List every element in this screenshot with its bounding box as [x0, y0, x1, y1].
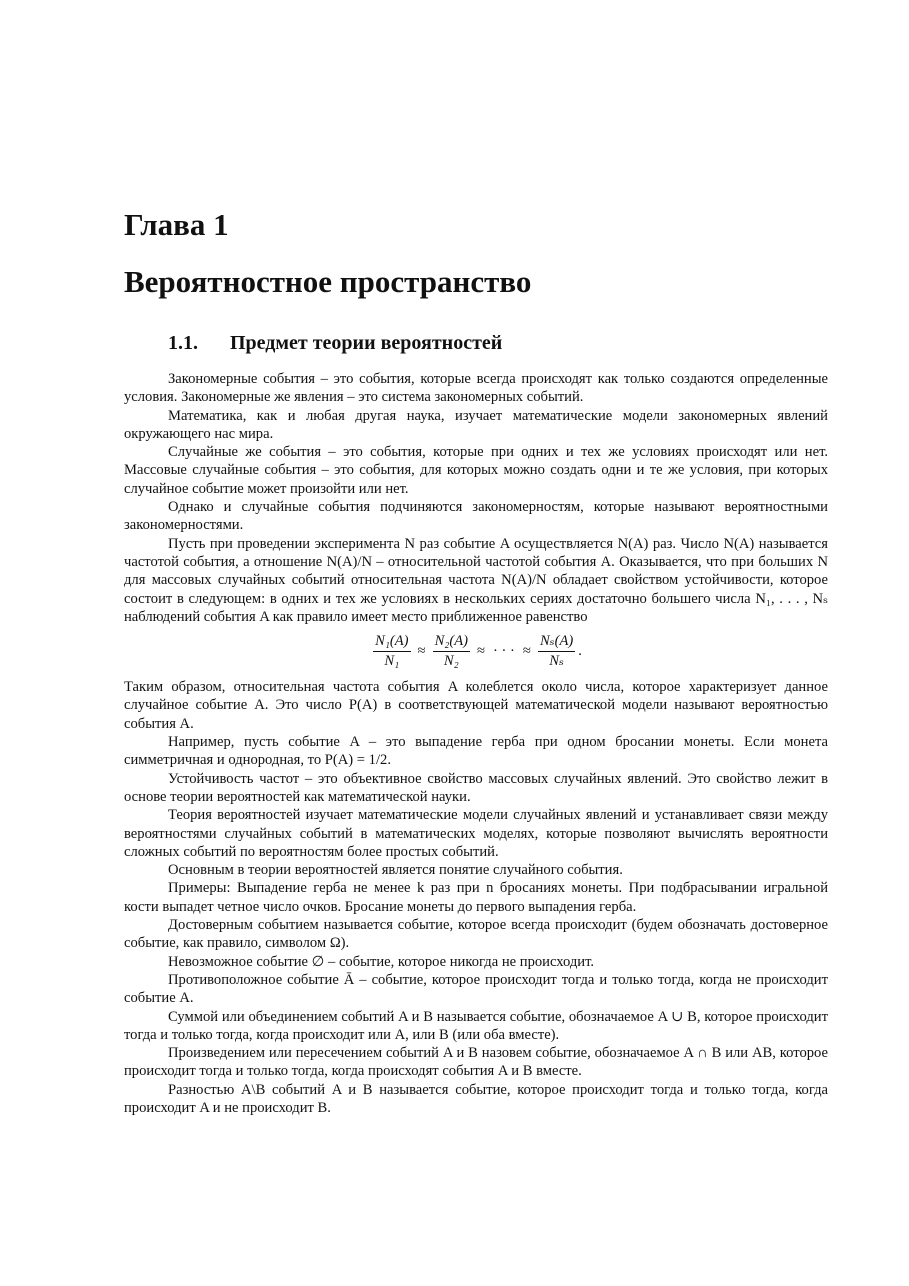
- approx-sign: ≈: [417, 642, 426, 659]
- paragraph: Произведением или пересечением событий A и B назовем событие, обозначаемое A ∩ B или AB, которое происходит тогда и только тогда, когда происходят события A и B вместе.: [124, 1045, 828, 1080]
- paragraph: Достоверным событием называется событие, которое всегда происходит (будем обозначать достоверное событие, как правило, символом Ω).: [124, 917, 828, 952]
- paragraph: Примеры: Выпадение герба не менее k раз при n бросаниях монеты. При подбрасывании игральной кости выпадет четное число очков. Бросание монеты до первого выпадения герба.: [124, 880, 828, 915]
- approx-sign: ≈: [477, 642, 486, 659]
- document-page: [124, 205, 828, 1117]
- section-number: 1.1.: [168, 332, 198, 354]
- display-formula: [124, 630, 828, 672]
- paragraph: Случайные же события – это события, которые при одних и тех же условиях происходят или нет. Массовые случайные события – это события, для которых можно создать одни и те же условия, при которых случайное событие может произойти или нет.: [124, 444, 828, 497]
- paragraph: Математика, как и любая другая наука, изучает математические модели закономерных явлений окружающего нас мира.: [124, 407, 828, 442]
- paragraph: Закономерные события – это события, которые всегда происходят как только создаются определенные условия. Закономерные же явления – это система закономерных событий.: [124, 371, 828, 406]
- chapter-label: Глава 1: [124, 207, 229, 242]
- approx-sign: ≈: [522, 642, 531, 659]
- paragraph: Основным в теории вероятностей является понятие случайного события.: [168, 862, 623, 879]
- paragraph: Суммой или объединением событий A и B называется событие, обозначаемое A ∪ B, которое происходит тогда и только тогда, когда происходит или A, или B (или оба вместе).: [124, 1008, 828, 1043]
- paragraph: Пусть при проведении эксперимента N раз событие A осуществляется N(A) раз. Число N(A) называется частотой события, а отношение N(A)/N – относительной частотой события A. Оказывается, что при больших N для массовых случайных событий относительная частота N(A)/N обладает свойством устойчивости, которое состоит в следующем: в одних и тех же условиях в нескольких сериях достаточно большего числа N₁, . . . , Nₛ наблюдений события A как правило имеет место приближенное равенство: [124, 535, 828, 625]
- paragraph: Невозможное событие ∅ – событие, которое никогда не происходит.: [168, 953, 595, 970]
- fraction-3: $\frac{\text{Nₛ(A)}}{\text{Nₛ}}$: [539, 632, 574, 669]
- paragraph: Например, пусть событие A – это выпадение герба при одном бросании монеты. Если монета симметричная и однородная, то P(A) = 1/2.: [124, 734, 828, 769]
- paragraph: Таким образом, относительная частота события A колеблется около числа, которое характеризует данное случайное событие A. Это число P(A) в соответствующей математической модели называют вероятностью события A.: [124, 679, 828, 732]
- paragraph: Устойчивость частот – это объективное свойство массовых случайных явлений. Это свойство лежит в основе теории вероятностей как математической науки.: [124, 770, 828, 805]
- chapter-title: Вероятностное пространство: [124, 264, 532, 299]
- fraction-2: $\frac{\text{N₂(A)}}{\text{N₂}}$: [434, 632, 469, 669]
- ellipsis: · · ·: [493, 642, 515, 659]
- fraction-1: $\frac{\text{N₁(A)}}{\text{N₁}}$: [375, 632, 409, 669]
- paragraph: Противоположное событие Ā – событие, которое происходит тогда и только тогда, когда не происходит событие A.: [124, 971, 828, 1007]
- body-text: [124, 370, 828, 1117]
- section-heading: [168, 329, 828, 357]
- section-title: Предмет теории вероятностей: [230, 332, 503, 354]
- paragraph: Однако и случайные события подчиняются закономерностям, которые называют вероятностными закономерностями.: [124, 499, 828, 534]
- formula-period: .: [578, 642, 582, 659]
- paragraph: Теория вероятностей изучает математические модели случайных явлений и устанавливает связи между вероятностями случайных событий в математических моделях, которые позволяют вычислять вероятности сложных событий по вероятностям более простых событий.: [124, 807, 828, 860]
- paragraph: Разностью A\B событий A и B называется событие, которое происходит тогда и только тогда, когда происходит A и не происходит B.: [124, 1081, 828, 1116]
